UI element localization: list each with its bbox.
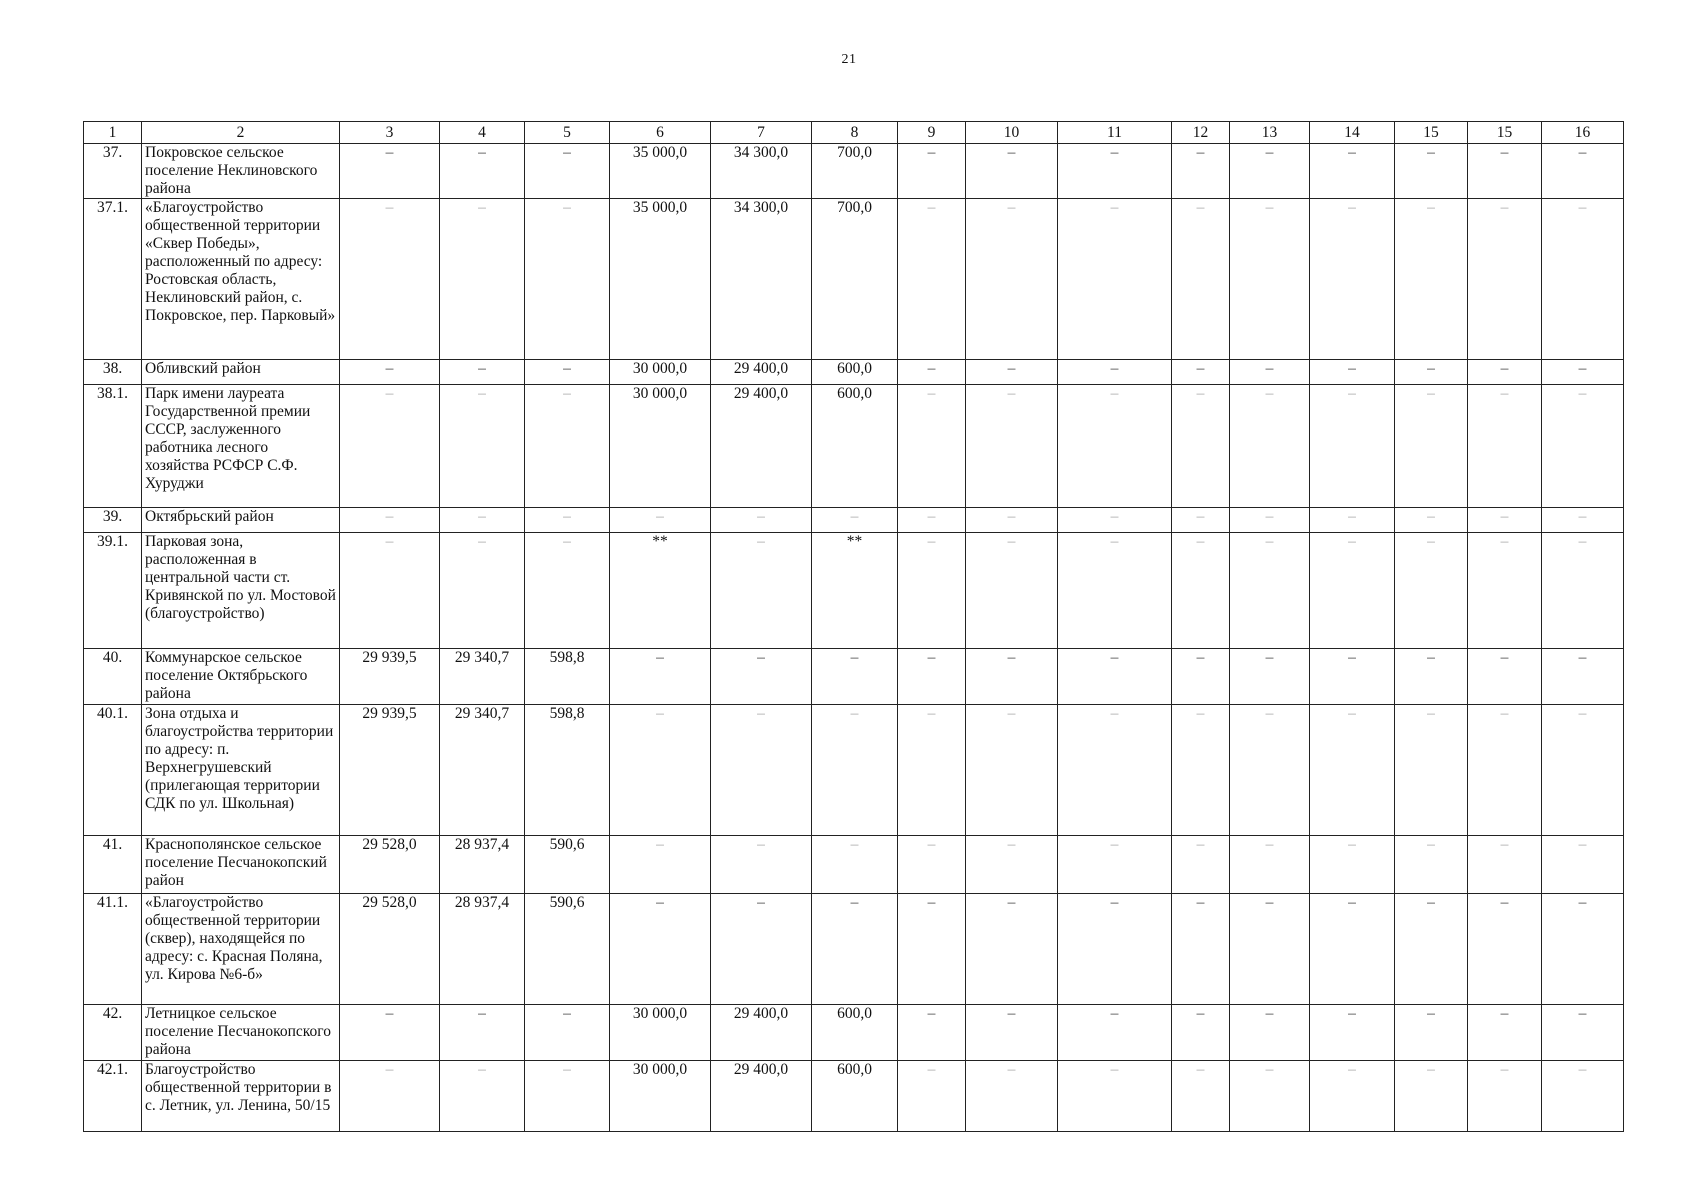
row-number: 39. bbox=[84, 508, 142, 533]
cell: – bbox=[1310, 533, 1395, 649]
cell: – bbox=[1395, 508, 1468, 533]
cell: – bbox=[1468, 144, 1542, 199]
cell: – bbox=[966, 1061, 1058, 1132]
cell: 30 000,0 bbox=[610, 360, 711, 385]
row-name: Коммунарское сельское поселение Октябрьского района bbox=[142, 649, 340, 705]
cell: – bbox=[1172, 533, 1230, 649]
cell: – bbox=[1172, 144, 1230, 199]
col-header: 3 bbox=[340, 122, 440, 144]
cell: – bbox=[525, 360, 610, 385]
cell: – bbox=[1058, 894, 1172, 1005]
col-header: 11 bbox=[1058, 122, 1172, 144]
col-header: 16 bbox=[1542, 122, 1624, 144]
cell: – bbox=[1468, 508, 1542, 533]
cell: – bbox=[1542, 705, 1624, 836]
cell: 28 937,4 bbox=[440, 894, 525, 1005]
cell: – bbox=[898, 199, 966, 360]
table-row bbox=[84, 360, 1624, 385]
row-name: Октябрьский район bbox=[142, 508, 340, 533]
cell: – bbox=[1542, 1005, 1624, 1061]
cell: – bbox=[1172, 508, 1230, 533]
row-name: «Благоустройство общественной территории «Сквер Победы», расположенный по адресу: Ростовская область, Неклиновский район, с. Покровское, пер. Парковый» bbox=[142, 199, 340, 360]
table-row bbox=[84, 144, 1624, 199]
row-number: 42.1. bbox=[84, 1061, 142, 1132]
cell: – bbox=[898, 836, 966, 894]
cell: – bbox=[711, 649, 812, 705]
cell: – bbox=[1058, 649, 1172, 705]
cell: – bbox=[966, 508, 1058, 533]
cell: – bbox=[440, 385, 525, 508]
cell: 29 939,5 bbox=[340, 649, 440, 705]
table-row bbox=[84, 199, 1624, 360]
cell: 29 939,5 bbox=[340, 705, 440, 836]
cell: – bbox=[1468, 705, 1542, 836]
col-header: 8 bbox=[812, 122, 898, 144]
cell: – bbox=[1310, 1005, 1395, 1061]
cell: – bbox=[1310, 705, 1395, 836]
cell: 600,0 bbox=[812, 1005, 898, 1061]
cell: – bbox=[1395, 199, 1468, 360]
col-header: 14 bbox=[1310, 122, 1395, 144]
row-name: Парковая зона, расположенная в центральной части ст. Кривянской по ул. Мостовой (благоустройство) bbox=[142, 533, 340, 649]
cell: – bbox=[1230, 1061, 1310, 1132]
cell: – bbox=[1395, 894, 1468, 1005]
cell: – bbox=[1058, 144, 1172, 199]
cell: – bbox=[898, 508, 966, 533]
col-header: 6 bbox=[610, 122, 711, 144]
table-row bbox=[84, 1061, 1624, 1132]
cell: – bbox=[1172, 836, 1230, 894]
cell: – bbox=[1230, 705, 1310, 836]
cell: – bbox=[1468, 199, 1542, 360]
cell: – bbox=[610, 705, 711, 836]
cell: – bbox=[1310, 508, 1395, 533]
col-header: 4 bbox=[440, 122, 525, 144]
cell: – bbox=[898, 360, 966, 385]
cell: – bbox=[525, 533, 610, 649]
cell: – bbox=[812, 836, 898, 894]
cell: ** bbox=[812, 533, 898, 649]
cell: – bbox=[1542, 836, 1624, 894]
cell: 35 000,0 bbox=[610, 144, 711, 199]
row-number: 39.1. bbox=[84, 533, 142, 649]
cell: – bbox=[898, 649, 966, 705]
col-header: 15 bbox=[1395, 122, 1468, 144]
cell: 600,0 bbox=[812, 360, 898, 385]
cell: – bbox=[340, 199, 440, 360]
cell: – bbox=[1172, 649, 1230, 705]
col-header: 7 bbox=[711, 122, 812, 144]
row-number: 37. bbox=[84, 144, 142, 199]
page-number: 21 bbox=[841, 52, 857, 67]
cell: 35 000,0 bbox=[610, 199, 711, 360]
cell: – bbox=[1310, 144, 1395, 199]
table-row bbox=[84, 705, 1624, 836]
row-name: Благоустройство общественной территории в с. Летник, ул. Ленина, 50/15 bbox=[142, 1061, 340, 1132]
cell: – bbox=[812, 508, 898, 533]
cell: – bbox=[966, 1005, 1058, 1061]
cell: – bbox=[1395, 533, 1468, 649]
col-header: 12 bbox=[1172, 122, 1230, 144]
cell: – bbox=[340, 385, 440, 508]
cell: – bbox=[1230, 199, 1310, 360]
row-number: 41. bbox=[84, 836, 142, 894]
cell: – bbox=[898, 705, 966, 836]
cell: – bbox=[610, 508, 711, 533]
cell: – bbox=[1310, 836, 1395, 894]
cell: – bbox=[340, 1061, 440, 1132]
cell: 30 000,0 bbox=[610, 1005, 711, 1061]
col-header: 15 bbox=[1468, 122, 1542, 144]
row-name: Краснополянское сельское поселение Песчанокопский район bbox=[142, 836, 340, 894]
cell: 34 300,0 bbox=[711, 199, 812, 360]
cell: – bbox=[711, 836, 812, 894]
cell: – bbox=[898, 144, 966, 199]
cell: – bbox=[525, 508, 610, 533]
cell: – bbox=[898, 1061, 966, 1132]
cell: – bbox=[1310, 1061, 1395, 1132]
cell: – bbox=[1310, 360, 1395, 385]
cell: – bbox=[1172, 894, 1230, 1005]
cell: – bbox=[966, 144, 1058, 199]
cell: – bbox=[1542, 894, 1624, 1005]
cell: – bbox=[340, 508, 440, 533]
cell: – bbox=[966, 360, 1058, 385]
cell: – bbox=[1542, 533, 1624, 649]
cell: – bbox=[440, 1061, 525, 1132]
cell: – bbox=[1395, 1061, 1468, 1132]
cell: – bbox=[966, 705, 1058, 836]
col-header: 9 bbox=[898, 122, 966, 144]
cell: 598,8 bbox=[525, 649, 610, 705]
table-row bbox=[84, 1005, 1624, 1061]
cell: – bbox=[1230, 1005, 1310, 1061]
cell: – bbox=[1230, 508, 1310, 533]
table-row bbox=[84, 508, 1624, 533]
row-name: Летницкое сельское поселение Песчанокопского района bbox=[142, 1005, 340, 1061]
cell: – bbox=[525, 1005, 610, 1061]
cell: – bbox=[1230, 836, 1310, 894]
cell: – bbox=[525, 144, 610, 199]
cell: 29 400,0 bbox=[711, 1005, 812, 1061]
cell: ** bbox=[610, 533, 711, 649]
cell: – bbox=[711, 508, 812, 533]
cell: – bbox=[440, 1005, 525, 1061]
cell: 700,0 bbox=[812, 144, 898, 199]
cell: – bbox=[1542, 649, 1624, 705]
row-number: 40.1. bbox=[84, 705, 142, 836]
cell: 29 400,0 bbox=[711, 385, 812, 508]
cell: 34 300,0 bbox=[711, 144, 812, 199]
cell: 29 528,0 bbox=[340, 836, 440, 894]
header-row bbox=[84, 122, 1624, 144]
cell: – bbox=[525, 1061, 610, 1132]
cell: 30 000,0 bbox=[610, 1061, 711, 1132]
row-number: 38. bbox=[84, 360, 142, 385]
cell: – bbox=[610, 649, 711, 705]
cell: – bbox=[898, 1005, 966, 1061]
cell: – bbox=[1058, 508, 1172, 533]
cell: – bbox=[812, 705, 898, 836]
row-name: Покровское сельское поселение Неклиновского района bbox=[142, 144, 340, 199]
cell: – bbox=[1542, 1061, 1624, 1132]
cell: – bbox=[1542, 199, 1624, 360]
cell: 29 340,7 bbox=[440, 649, 525, 705]
cell: 600,0 bbox=[812, 1061, 898, 1132]
cell: – bbox=[525, 385, 610, 508]
cell: – bbox=[711, 705, 812, 836]
cell: – bbox=[1058, 199, 1172, 360]
cell: – bbox=[1310, 894, 1395, 1005]
cell: – bbox=[1468, 385, 1542, 508]
cell: – bbox=[966, 836, 1058, 894]
row-name: Обливский район bbox=[142, 360, 340, 385]
cell: – bbox=[898, 385, 966, 508]
cell: – bbox=[966, 894, 1058, 1005]
cell: – bbox=[1058, 1061, 1172, 1132]
data-table bbox=[83, 121, 1624, 1132]
cell: 29 400,0 bbox=[711, 360, 812, 385]
cell: – bbox=[1172, 1061, 1230, 1132]
col-header: 10 bbox=[966, 122, 1058, 144]
cell: – bbox=[898, 894, 966, 1005]
row-number: 37.1. bbox=[84, 199, 142, 360]
cell: – bbox=[1542, 508, 1624, 533]
cell: – bbox=[440, 199, 525, 360]
cell: – bbox=[1468, 1005, 1542, 1061]
cell: – bbox=[1468, 836, 1542, 894]
cell: – bbox=[1172, 705, 1230, 836]
cell: – bbox=[1310, 649, 1395, 705]
cell: – bbox=[340, 1005, 440, 1061]
cell: – bbox=[1230, 144, 1310, 199]
cell: 600,0 bbox=[812, 385, 898, 508]
cell: – bbox=[1395, 360, 1468, 385]
cell: 29 340,7 bbox=[440, 705, 525, 836]
cell: – bbox=[340, 144, 440, 199]
cell: – bbox=[340, 360, 440, 385]
cell: – bbox=[1058, 1005, 1172, 1061]
cell: – bbox=[812, 894, 898, 1005]
table-row bbox=[84, 894, 1624, 1005]
table-row bbox=[84, 533, 1624, 649]
cell: – bbox=[1172, 1005, 1230, 1061]
cell: – bbox=[1310, 385, 1395, 508]
cell: – bbox=[1468, 1061, 1542, 1132]
cell: – bbox=[1058, 836, 1172, 894]
cell: – bbox=[1542, 385, 1624, 508]
col-header: 2 bbox=[142, 122, 340, 144]
cell: – bbox=[1395, 649, 1468, 705]
cell: – bbox=[1172, 360, 1230, 385]
cell: 590,6 bbox=[525, 894, 610, 1005]
cell: 590,6 bbox=[525, 836, 610, 894]
cell: – bbox=[966, 649, 1058, 705]
row-number: 38.1. bbox=[84, 385, 142, 508]
cell: – bbox=[1395, 705, 1468, 836]
cell: 700,0 bbox=[812, 199, 898, 360]
cell: – bbox=[1058, 360, 1172, 385]
col-header: 5 bbox=[525, 122, 610, 144]
row-name: «Благоустройство общественной территории (сквер), находящейся по адресу: с. Красная Поляна, ул. Кирова №6-б» bbox=[142, 894, 340, 1005]
cell: 598,8 bbox=[525, 705, 610, 836]
cell: – bbox=[1310, 199, 1395, 360]
cell: 29 400,0 bbox=[711, 1061, 812, 1132]
cell: – bbox=[1230, 360, 1310, 385]
table-row bbox=[84, 649, 1624, 705]
cell: – bbox=[1468, 360, 1542, 385]
cell: – bbox=[1542, 144, 1624, 199]
cell: 30 000,0 bbox=[610, 385, 711, 508]
cell: – bbox=[1395, 385, 1468, 508]
cell: – bbox=[1058, 705, 1172, 836]
cell: – bbox=[1468, 533, 1542, 649]
row-name: Парк имени лауреата Государственной премии СССР, заслуженного работника лесного хозяйства РСФСР С.Ф. Хуруджи bbox=[142, 385, 340, 508]
cell: – bbox=[1230, 894, 1310, 1005]
cell: 29 528,0 bbox=[340, 894, 440, 1005]
cell: – bbox=[898, 533, 966, 649]
cell: – bbox=[812, 649, 898, 705]
cell: – bbox=[1230, 385, 1310, 508]
cell: – bbox=[1058, 385, 1172, 508]
table-row bbox=[84, 836, 1624, 894]
cell: – bbox=[711, 894, 812, 1005]
row-number: 42. bbox=[84, 1005, 142, 1061]
cell: – bbox=[1395, 836, 1468, 894]
cell: – bbox=[1172, 385, 1230, 508]
cell: – bbox=[610, 836, 711, 894]
table-row bbox=[84, 385, 1624, 508]
cell: – bbox=[1468, 894, 1542, 1005]
cell: – bbox=[1468, 649, 1542, 705]
cell: – bbox=[610, 894, 711, 1005]
row-number: 40. bbox=[84, 649, 142, 705]
col-header: 13 bbox=[1230, 122, 1310, 144]
cell: – bbox=[440, 533, 525, 649]
row-number: 41.1. bbox=[84, 894, 142, 1005]
cell: – bbox=[525, 199, 610, 360]
cell: – bbox=[440, 360, 525, 385]
cell: – bbox=[440, 144, 525, 199]
cell: – bbox=[440, 508, 525, 533]
cell: – bbox=[340, 533, 440, 649]
cell: – bbox=[1230, 533, 1310, 649]
cell: – bbox=[966, 533, 1058, 649]
cell: – bbox=[966, 385, 1058, 508]
row-name: Зона отдыха и благоустройства территории по адресу: п. Верхнегрушевский (прилегающая территории СДК по ул. Школьная) bbox=[142, 705, 340, 836]
cell: – bbox=[1542, 360, 1624, 385]
cell: – bbox=[1230, 649, 1310, 705]
cell: – bbox=[1395, 144, 1468, 199]
cell: – bbox=[966, 199, 1058, 360]
cell: – bbox=[1172, 199, 1230, 360]
cell: – bbox=[711, 533, 812, 649]
cell: – bbox=[1058, 533, 1172, 649]
cell: – bbox=[1395, 1005, 1468, 1061]
cell: 28 937,4 bbox=[440, 836, 525, 894]
col-header: 1 bbox=[84, 122, 142, 144]
